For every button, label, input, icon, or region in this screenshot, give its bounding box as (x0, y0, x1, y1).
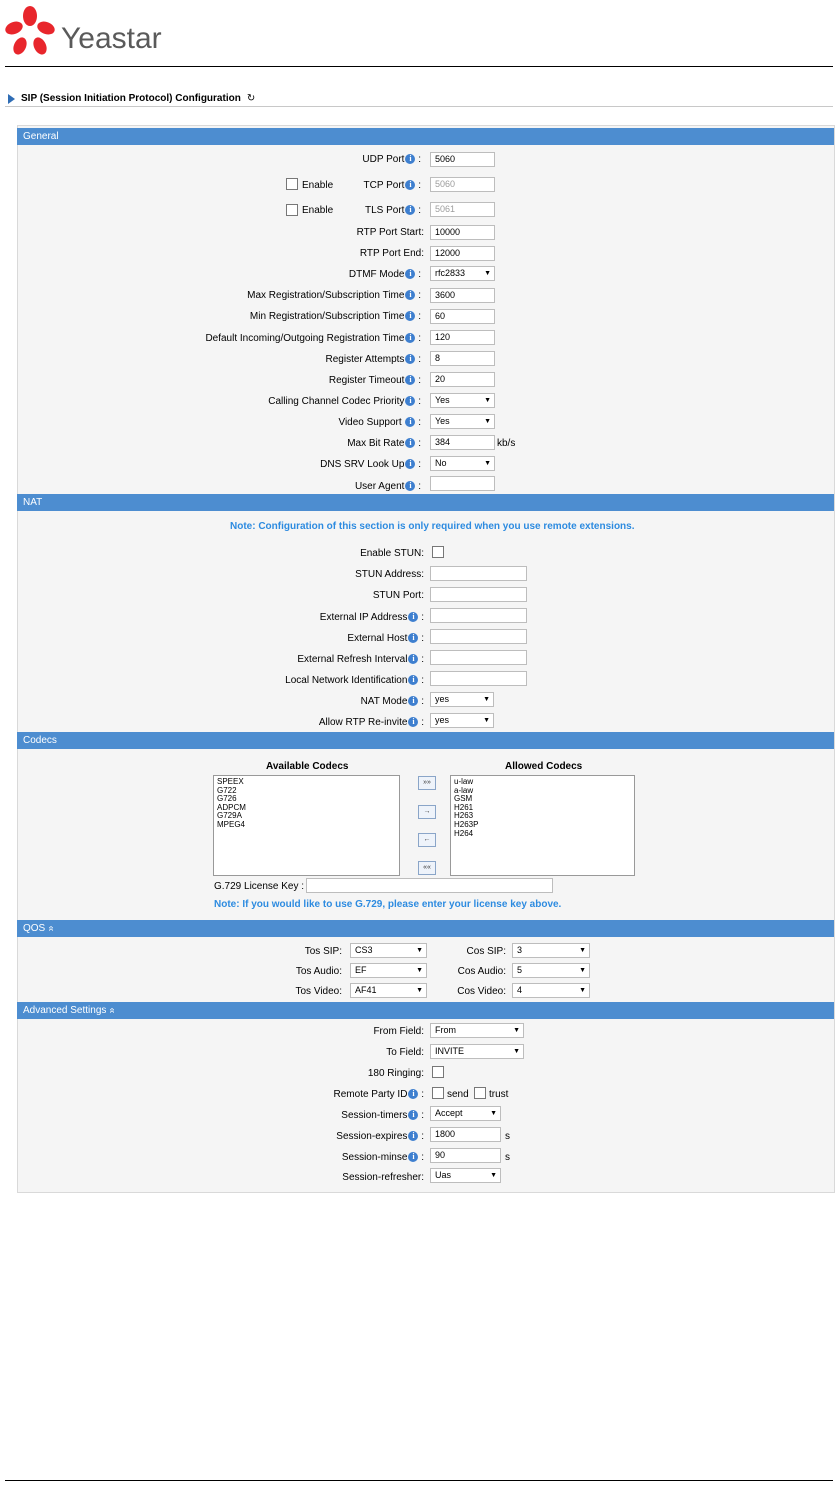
session-expires-label: Session-expires i : (336, 1131, 424, 1142)
info-icon[interactable]: i (405, 205, 415, 215)
tls-port-label: TLS Port i : (364, 205, 421, 216)
available-codecs-list[interactable] (213, 775, 400, 876)
list-item[interactable]: G726 (217, 794, 237, 804)
session-refresher-label: Session-refresher: (342, 1172, 424, 1183)
to-field-select[interactable]: INVITE ▼ (430, 1044, 524, 1059)
default-reg-input[interactable]: 120 (430, 330, 495, 345)
max-reg-input[interactable]: 3600 (430, 288, 495, 303)
info-icon[interactable]: i (408, 696, 418, 706)
max-bit-rate-input[interactable]: 384 (430, 435, 495, 450)
tos-video-select[interactable]: AF41 ▼ (350, 983, 427, 998)
external-host-input[interactable] (430, 629, 527, 644)
move-all-right-button[interactable]: »» (418, 776, 436, 790)
list-item[interactable]: SPEEX (217, 777, 244, 786)
cos-audio-select[interactable]: 5 ▼ (512, 963, 590, 978)
page-title-text: SIP (Session Initiation Protocol) Configuration (21, 93, 241, 104)
section-nat-title: NAT (23, 497, 43, 508)
tcp-port-input[interactable]: 5060 (430, 177, 495, 192)
move-left-button[interactable]: ← (418, 833, 436, 847)
session-timers-label: Session-timers i : (341, 1110, 424, 1121)
tcp-enable-label: Enable (302, 180, 334, 191)
stun-address-label: STUN Address: (355, 569, 424, 580)
tos-audio-label: Tos Audio: (295, 966, 342, 977)
refresh-icon[interactable]: ↻ (246, 93, 256, 104)
dns-srv-select[interactable]: No ▼ (430, 456, 495, 471)
allowed-codecs-title: Allowed Codecs (505, 761, 583, 772)
info-icon[interactable]: i (408, 1110, 418, 1120)
available-codecs-title: Available Codecs (266, 761, 349, 772)
info-icon[interactable]: i (408, 675, 418, 685)
settings-panel (17, 125, 835, 1193)
cos-video-label: Cos Video: (457, 986, 506, 997)
header-divider (5, 66, 833, 67)
dtmf-mode-label: DTMF Mode i : (348, 269, 421, 280)
session-expires-unit: s (505, 1131, 510, 1142)
tos-video-label: Tos Video: (295, 986, 342, 997)
license-key-input[interactable] (306, 878, 553, 893)
rtp-reinvite-select[interactable]: yes ▼ (430, 713, 494, 728)
list-item[interactable]: H263 (454, 811, 474, 821)
tcp-port-label: TCP Port i : (363, 180, 421, 191)
cos-video-select[interactable]: 4 ▼ (512, 983, 590, 998)
info-icon[interactable]: i (408, 654, 418, 664)
info-icon[interactable]: i (405, 333, 415, 343)
allowed-codecs-list[interactable] (450, 775, 635, 876)
list-item[interactable]: H263P (454, 819, 479, 829)
section-codecs-title: Codecs (23, 735, 57, 746)
rtp-end-input[interactable]: 12000 (430, 246, 495, 261)
info-icon[interactable]: i (405, 311, 415, 321)
info-icon[interactable]: i (405, 269, 415, 279)
info-icon[interactable]: i (405, 481, 415, 491)
nat-mode-label: NAT Mode i : (360, 696, 424, 707)
list-item[interactable]: H264 (454, 828, 474, 838)
rtp-start-label: RTP Port Start: (356, 227, 424, 238)
nat-note: Note: Configuration of this section is only required when you use remote extensions. (230, 521, 635, 532)
list-item[interactable]: a-law (454, 785, 474, 795)
info-icon[interactable]: i (408, 1152, 418, 1162)
info-icon[interactable]: i (408, 1131, 418, 1141)
footer-divider (5, 1480, 833, 1481)
license-note: Note: If you would like to use G.729, please enter your license key above. (214, 899, 562, 910)
info-icon[interactable]: i (408, 717, 418, 727)
list-item[interactable]: u-law (454, 777, 474, 786)
info-icon[interactable]: i (405, 375, 415, 385)
remote-party-trust-checkbox[interactable] (474, 1087, 486, 1099)
info-icon[interactable]: i (408, 1089, 418, 1099)
codec-priority-label: Calling Channel Codec Priority i : (268, 396, 421, 407)
info-icon[interactable]: i (405, 417, 415, 427)
udp-port-input[interactable]: 5060 (430, 152, 495, 167)
list-item[interactable]: ADPCM (217, 802, 246, 812)
move-all-left-button[interactable]: «« (418, 861, 436, 875)
list-item[interactable]: MPEG4 (217, 819, 246, 829)
max-reg-label: Max Registration/Subscription Time i : (247, 290, 421, 301)
register-attempts-input[interactable]: 8 (430, 351, 495, 366)
dns-srv-label: DNS SRV Look Up i : (320, 459, 421, 470)
info-icon[interactable]: i (405, 354, 415, 364)
section-general-title: General (23, 131, 59, 142)
tls-enable-checkbox[interactable] (286, 204, 298, 216)
move-right-button[interactable]: → (418, 805, 436, 819)
max-bit-rate-unit: kb/s (497, 438, 516, 449)
list-item[interactable]: G729A (217, 811, 242, 821)
info-icon[interactable]: i (405, 396, 415, 406)
user-agent-label: User Agent i : (354, 481, 421, 492)
dtmf-mode-select[interactable]: rfc2833 ▼ (430, 266, 495, 281)
page-title (8, 93, 255, 104)
max-bit-rate-label: Max Bit Rate i : (347, 438, 421, 449)
session-timers-select[interactable]: Accept ▼ (430, 1106, 501, 1121)
tcp-enable-checkbox[interactable] (286, 178, 298, 190)
cos-sip-select[interactable]: 3 ▼ (512, 943, 590, 958)
session-minse-input[interactable]: 90 (430, 1148, 501, 1163)
section-nat (17, 494, 834, 511)
logo-text: Yeastar (61, 22, 162, 55)
expand-triangle-icon[interactable] (8, 94, 15, 104)
ringing-label: 180 Ringing: (367, 1068, 424, 1079)
enable-stun-label: Enable STUN: (360, 548, 424, 559)
rtp-start-input[interactable]: 10000 (430, 225, 495, 240)
video-support-select[interactable]: Yes ▼ (430, 414, 495, 429)
min-reg-input[interactable]: 60 (430, 309, 495, 324)
from-field-label: From Field: (373, 1026, 424, 1037)
title-divider (5, 106, 833, 107)
codec-priority-select[interactable]: Yes ▼ (430, 393, 495, 408)
ringing-checkbox[interactable] (432, 1066, 444, 1078)
enable-stun-checkbox[interactable] (432, 546, 444, 558)
video-support-label: Video Support i : (338, 417, 421, 428)
cos-audio-label: Cos Audio: (457, 966, 506, 977)
session-minse-unit: s (505, 1152, 510, 1163)
external-refresh-label: External Refresh Interval i : (297, 654, 424, 665)
list-item[interactable]: GSM (454, 794, 473, 804)
section-advanced (17, 1002, 834, 1019)
info-icon[interactable]: i (408, 612, 418, 622)
info-icon[interactable]: i (405, 290, 415, 300)
tls-enable-label: Enable (302, 205, 334, 216)
section-qos (17, 920, 834, 937)
external-ip-input[interactable] (430, 608, 527, 623)
remote-party-label: Remote Party ID i : (333, 1089, 424, 1100)
license-key-label: G.729 License Key : (214, 881, 305, 892)
user-agent-input[interactable] (430, 476, 495, 491)
info-icon[interactable]: i (405, 438, 415, 448)
info-icon[interactable]: i (408, 633, 418, 643)
from-field-select[interactable]: From ▼ (430, 1023, 524, 1038)
register-timeout-label: Register Timeout i : (328, 375, 421, 386)
remote-party-trust-label: trust (489, 1089, 509, 1100)
collapse-chevron-icon[interactable]: » (45, 925, 57, 932)
session-minse-label: Session-minse i : (341, 1152, 424, 1163)
info-icon[interactable]: i (405, 154, 415, 164)
section-advanced-title: Advanced Settings (23, 1005, 107, 1016)
nat-mode-select[interactable]: yes ▼ (430, 692, 494, 707)
external-ip-label: External IP Address i : (319, 612, 424, 623)
remote-party-send-checkbox[interactable] (432, 1087, 444, 1099)
tos-sip-label: Tos SIP: (304, 946, 342, 957)
stun-address-input[interactable] (430, 566, 527, 581)
external-refresh-input[interactable] (430, 650, 527, 665)
section-qos-title: QOS (23, 923, 46, 934)
udp-port-label: UDP Port i : (362, 154, 421, 165)
collapse-chevron-icon[interactable]: » (106, 1007, 118, 1014)
session-refresher-select[interactable]: Uas ▼ (430, 1168, 501, 1183)
logo-mark-icon (5, 4, 61, 62)
tos-audio-select[interactable]: EF ▼ (350, 963, 427, 978)
rtp-reinvite-label: Allow RTP Re-invite i : (318, 717, 424, 728)
section-codecs (17, 732, 834, 749)
register-attempts-label: Register Attempts i : (325, 354, 421, 365)
default-reg-label: Default Incoming/Outgoing Registration Time i : (205, 333, 421, 344)
local-network-input[interactable] (430, 671, 527, 686)
tos-sip-select[interactable]: CS3 ▼ (350, 943, 427, 958)
tls-port-input[interactable]: 5061 (430, 202, 495, 217)
section-general (17, 128, 834, 145)
min-reg-label: Min Registration/Subscription Time i : (249, 311, 421, 322)
list-item[interactable]: H261 (454, 802, 474, 812)
rtp-end-label: RTP Port End: (359, 248, 424, 259)
list-item[interactable]: G722 (217, 785, 237, 795)
local-network-label: Local Network Identification i : (285, 675, 424, 686)
stun-port-input[interactable] (430, 587, 527, 602)
register-timeout-input[interactable]: 20 (430, 372, 495, 387)
to-field-label: To Field: (386, 1047, 424, 1058)
cos-sip-label: Cos SIP: (466, 946, 506, 957)
info-icon[interactable]: i (405, 459, 415, 469)
yeastar-logo (5, 4, 205, 62)
session-expires-input[interactable]: 1800 (430, 1127, 501, 1142)
info-icon[interactable]: i (405, 180, 415, 190)
stun-port-label: STUN Port: (372, 590, 424, 601)
external-host-label: External Host i : (347, 633, 424, 644)
remote-party-send-label: send (447, 1089, 469, 1100)
